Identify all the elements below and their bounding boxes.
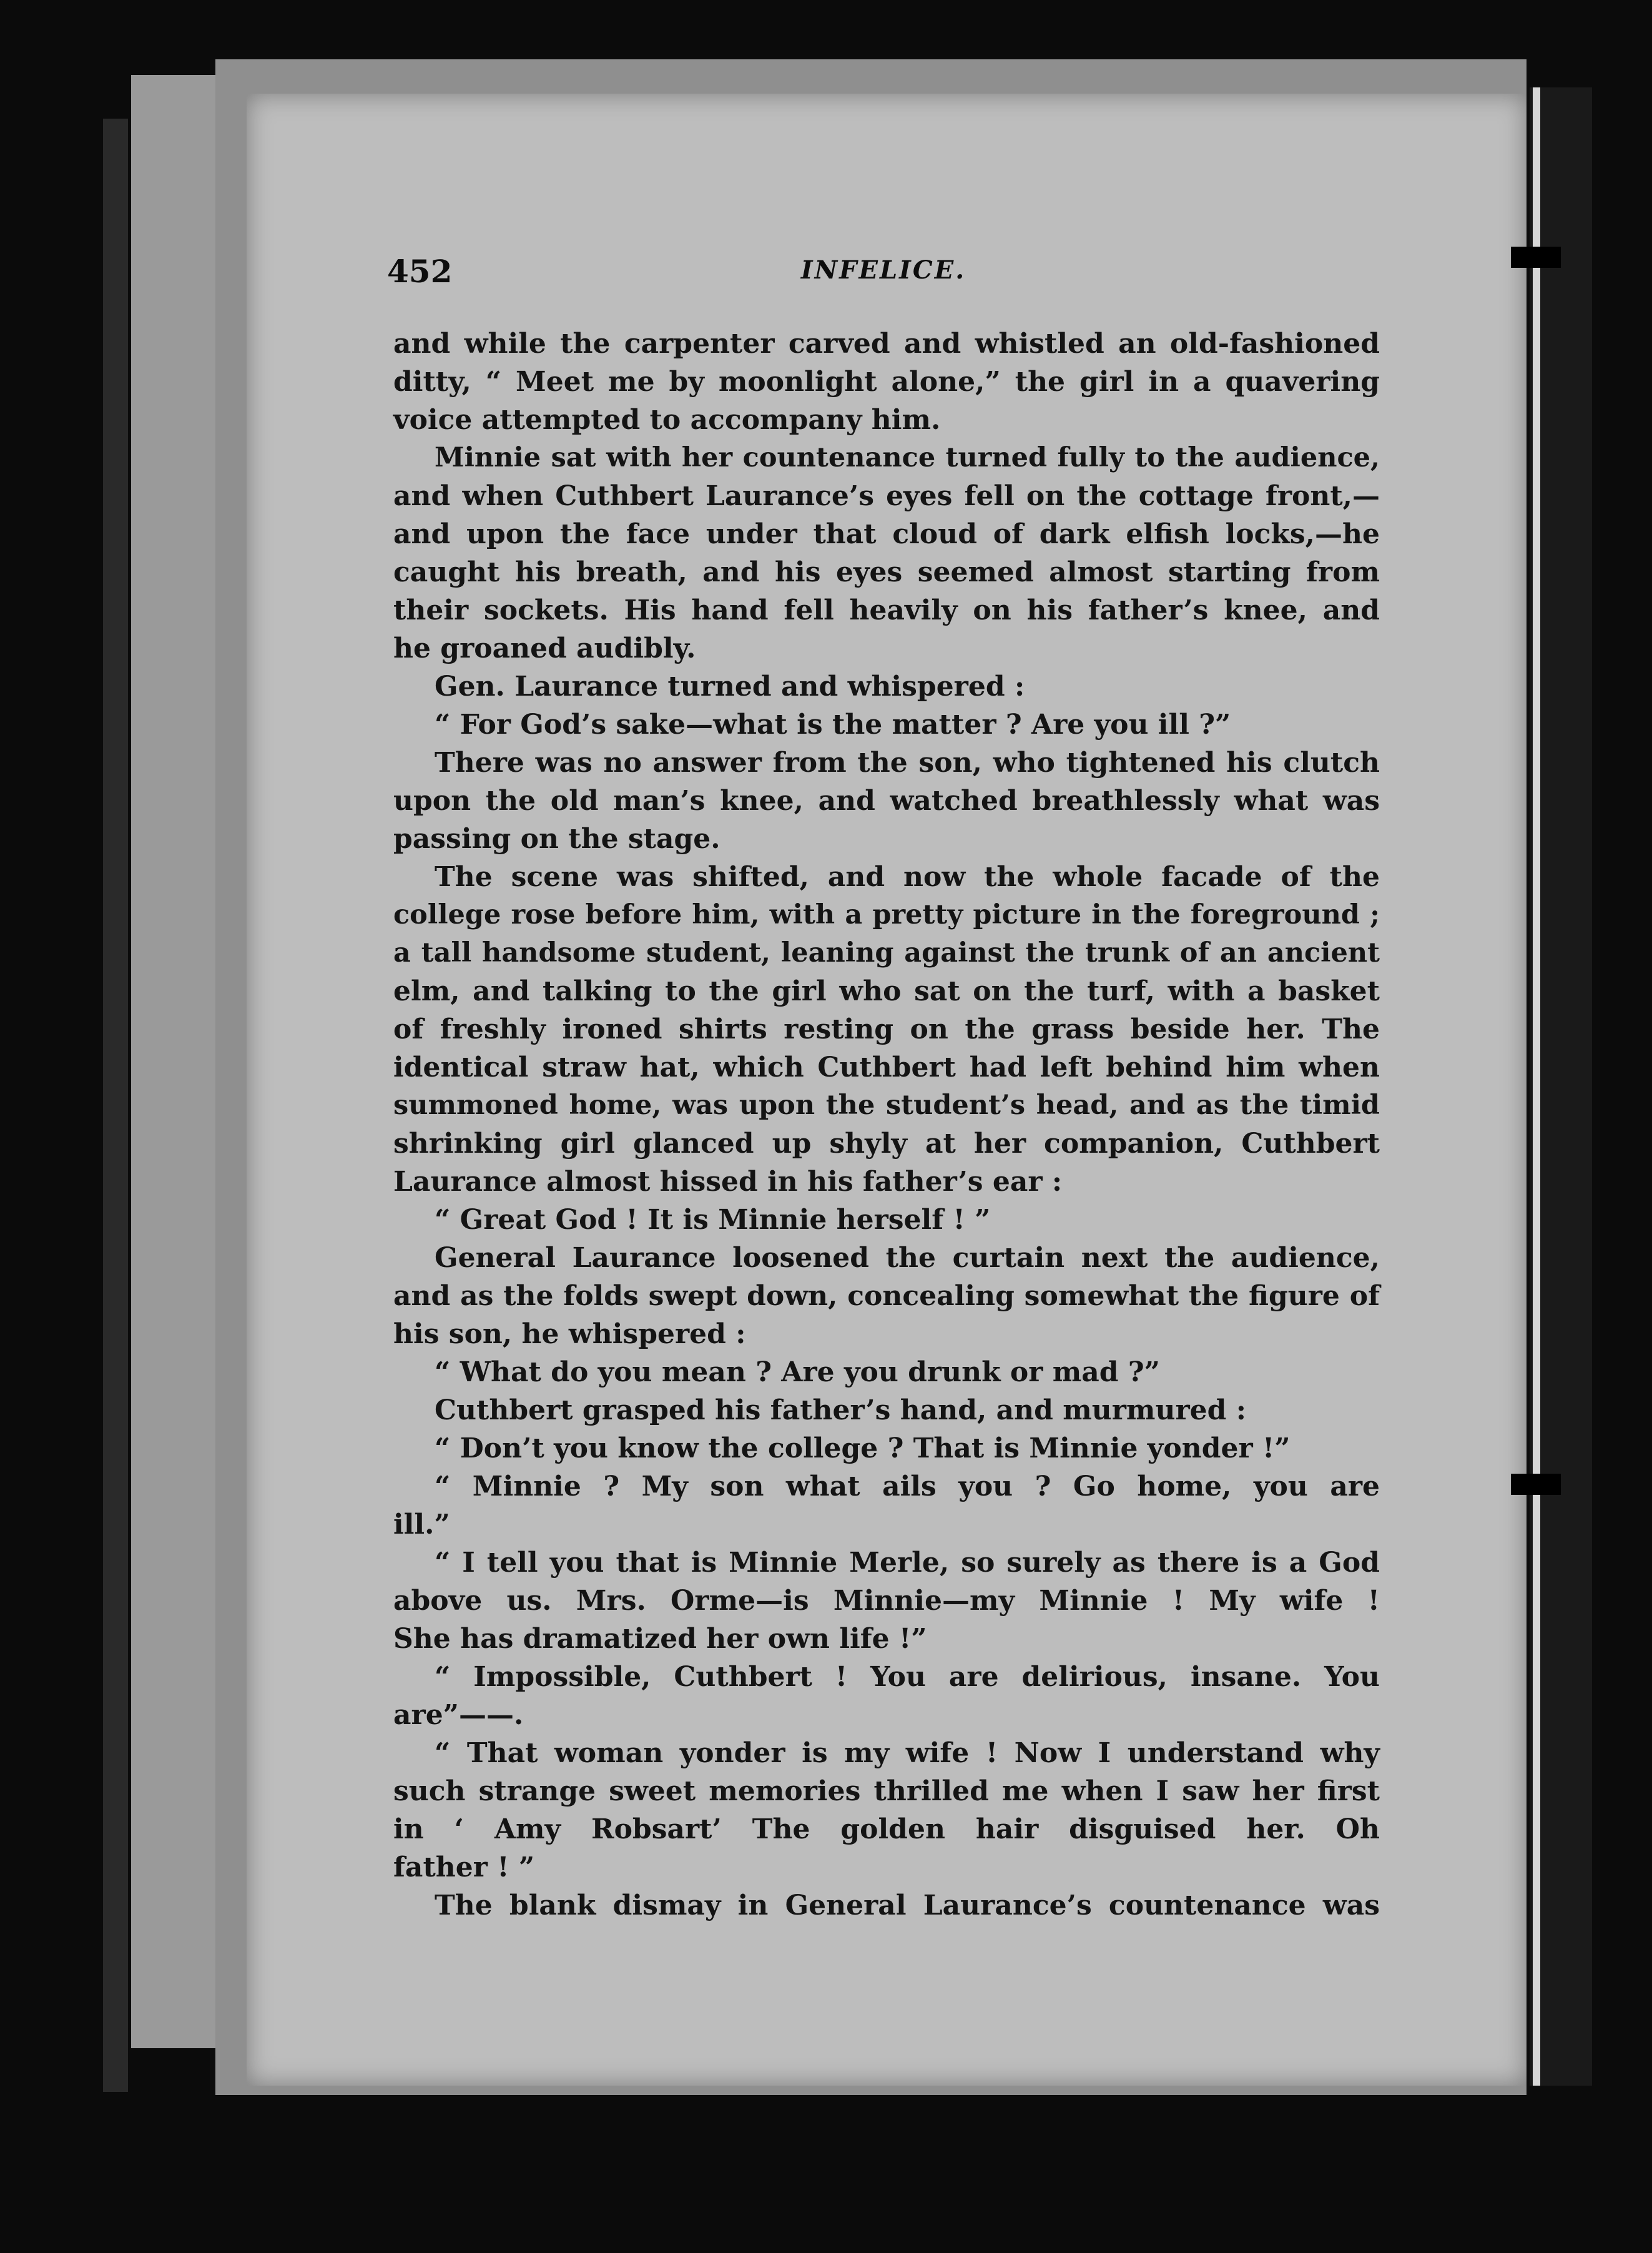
text-line: and upon the face under that cloud of dark elfish locks,—he	[393, 518, 1380, 550]
text-line: upon the old man’s knee, and watched breathlessly what was	[393, 785, 1380, 817]
text-line: and when Cuthbert Laurance’s eyes fell on the cottage front,—	[393, 480, 1380, 512]
running-title: INFELICE.	[800, 255, 966, 285]
text-line: “ Impossible, Cuthbert ! You are delirious, insane. You	[435, 1661, 1380, 1693]
binding-clip-bottom	[1511, 1474, 1561, 1495]
text-line: voice attempted to accompany him.	[393, 404, 941, 436]
text-line: “ Minnie ? My son what ails you ? Go home, you are	[435, 1471, 1380, 1502]
text-line: “ What do you mean ? Are you drunk or mad ?”	[435, 1356, 1160, 1388]
text-line: “ I tell you that is Minnie Merle, so surely as there is a God	[435, 1547, 1380, 1579]
text-line: “ Don’t you know the college ? That is Minnie yonder !”	[435, 1432, 1291, 1464]
text-line: summoned home, was upon the student’s head, and as the timid	[393, 1090, 1380, 1121]
page-number: 452	[387, 253, 453, 290]
text-line: The blank dismay in General Laurance’s countenance was	[435, 1890, 1380, 1921]
text-line: shrinking girl glanced up shyly at her companion, Cuthbert	[393, 1128, 1380, 1160]
text-line: General Laurance loosened the curtain next the audience,	[435, 1242, 1380, 1274]
page-header	[387, 253, 1380, 303]
text-line: his son, he whispered :	[393, 1318, 746, 1350]
text-line: a tall handsome student, leaning against the trunk of an ancient	[393, 937, 1380, 969]
text-line: Gen. Laurance turned and whispered :	[435, 671, 1025, 703]
text-line: their sockets. His hand fell heavily on his father’s knee, and	[393, 594, 1380, 626]
text-line: There was no answer from the son, who tightened his clutch	[435, 747, 1380, 779]
text-line: are”——.	[393, 1699, 524, 1731]
text-line: “ Great God ! It is Minnie herself ! ”	[435, 1204, 991, 1236]
text-line: Laurance almost hissed in his father’s ear :	[393, 1166, 1063, 1198]
text-line: Minnie sat with her countenance turned fully to the audience,	[435, 442, 1380, 473]
text-line: such strange sweet memories thrilled me when I saw her first	[393, 1775, 1380, 1807]
right-page-edge	[1533, 87, 1540, 2086]
binding-clip-top	[1511, 247, 1561, 268]
text-line: elm, and talking to the girl who sat on the turf, with a basket	[393, 975, 1380, 1007]
text-line: in ‘ Amy Robsart’ The golden hair disguised her. Oh	[393, 1813, 1380, 1845]
text-line: “ For God’s sake—what is the matter ? Are you ill ?”	[435, 709, 1231, 741]
text-line: Cuthbert grasped his father’s hand, and murmured :	[435, 1394, 1246, 1426]
text-line: and while the carpenter carved and whistled an old-fashioned	[393, 328, 1380, 360]
book-edge-strip	[103, 119, 128, 2092]
text-line: She has dramatized her own life !”	[393, 1623, 927, 1655]
text-line: ill.”	[393, 1509, 450, 1541]
text-line: caught his breath, and his eyes seemed almost starting from	[393, 556, 1380, 588]
text-line: “ That woman yonder is my wife ! Now I understand why	[435, 1737, 1380, 1769]
text-line: college rose before him, with a pretty picture in the foreground ;	[393, 899, 1380, 930]
text-line: The scene was shifted, and now the whole facade of the	[435, 861, 1380, 893]
text-line: of freshly ironed shirts resting on the grass beside her. The	[393, 1013, 1380, 1045]
text-line: above us. Mrs. Orme—is Minnie—my Minnie ! My wife !	[393, 1585, 1380, 1617]
text-line: identical straw hat, which Cuthbert had left behind him when	[393, 1052, 1380, 1083]
body-text	[393, 325, 1380, 1925]
text-line: and as the folds swept down, concealing somewhat the figure of	[393, 1280, 1380, 1312]
text-line: ditty, “ Meet me by moonlight alone,” the girl in a quavering	[393, 366, 1380, 398]
text-line: father ! ”	[393, 1851, 535, 1883]
text-line: passing on the stage.	[393, 823, 720, 855]
text-line: he groaned audibly.	[393, 633, 696, 664]
